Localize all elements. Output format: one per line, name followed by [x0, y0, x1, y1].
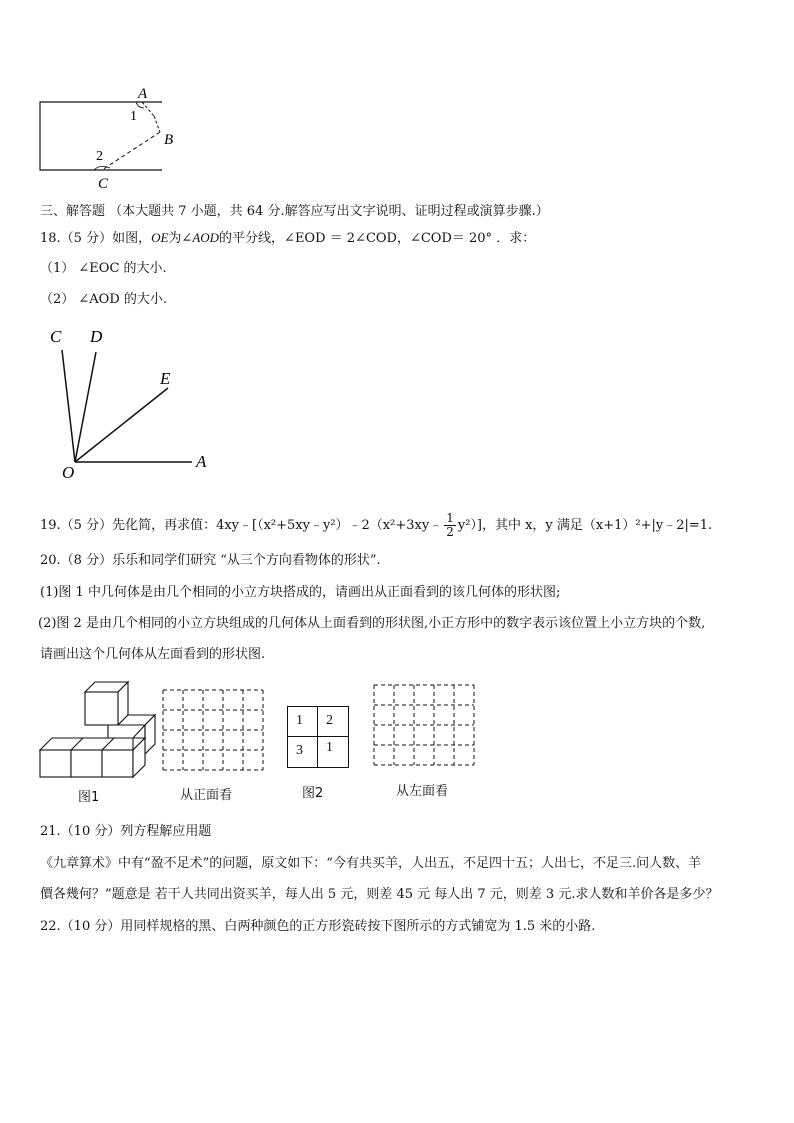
- point-a: A: [196, 452, 207, 471]
- question-22: 22.（10 分）用同样规格的黑、白两种颜色的正方形瓷砖按下图所示的方式铺宽为 1.5 米的小路.: [40, 919, 596, 934]
- figure-1-cubes: [38, 680, 160, 780]
- q18-lead: 18.（5 分）如图，: [40, 231, 152, 246]
- q20-part1: (1)图 1 中几何体是由几个相同的小立方块搭成的，请画出从正面看到的该几何体的形状图;: [40, 585, 561, 600]
- q18-part2: （2） ∠AOD 的大小.: [40, 292, 168, 307]
- point-e: E: [160, 369, 171, 388]
- front-view-caption: 从正面看: [180, 788, 233, 803]
- q18-oe: OE: [151, 230, 169, 245]
- q18-aod: AOD: [192, 230, 220, 245]
- fraction-numerator: 1: [446, 511, 454, 525]
- q20-part2b: 请画出这个几何体从左面看到的形状图.: [40, 647, 266, 662]
- front-view-grid: [162, 689, 264, 771]
- grid-cell: 3: [288, 737, 318, 767]
- q18-mid: 为∠: [168, 231, 193, 246]
- label-c: C: [98, 176, 109, 192]
- label-a: A: [138, 86, 148, 102]
- question-19: [40, 512, 712, 539]
- left-view-grid: [373, 684, 475, 766]
- angle-1-label: 1: [130, 109, 137, 124]
- question-18: [40, 229, 535, 248]
- question-20-title: 20.（8 分）乐乐和同学们研究 “从三个方向看物体的形状”.: [40, 553, 381, 568]
- q19-b: y²）]，其中 x，y 满足（x+1）²+|y﹣2|=1.: [457, 518, 713, 533]
- figure-2-caption: 图2: [302, 786, 324, 801]
- point-d: D: [90, 327, 103, 346]
- point-c: C: [50, 327, 62, 346]
- fraction-half: [444, 512, 456, 539]
- q21-line2: 價各幾何？”题意是 若干人共同出资买羊，每人出 5 元，则差 45 元 每人出 7 元，则差 3 元.求人数和羊价各是多少？: [40, 887, 719, 902]
- section-3-heading: 三、解答题 （本大题共 7 小题，共 64 分.解答应写出文字说明、证明过程或演算步骤.）: [40, 204, 549, 219]
- point-o: O: [62, 463, 75, 482]
- label-b: B: [164, 132, 174, 148]
- left-view-caption: 从左面看: [396, 784, 449, 799]
- angle-2-label: 2: [96, 149, 103, 164]
- q18-part1: （1） ∠EOC 的大小.: [40, 261, 167, 276]
- figure-2-grid: [287, 706, 349, 768]
- grid-cell: 1: [288, 707, 318, 737]
- fraction-denominator: 2: [446, 525, 454, 539]
- figure-1-caption: 图1: [78, 790, 100, 805]
- q19-a: 19.（5 分）先化简，再求值：4xy﹣[（x²+5xy﹣y²）﹣2（x²+3xy﹣: [40, 518, 443, 533]
- grid-cell: 1: [326, 740, 333, 755]
- angle-figure: [40, 322, 230, 482]
- rectangle-figure: [30, 80, 190, 192]
- grid-cell: 2: [318, 707, 348, 737]
- q20-part2a: (2)图 2 是由几个相同的小立方块组成的几何体从上面看到的形状图,小正方形中的数字表示该位置上小立方块的个数,: [38, 616, 706, 631]
- q21-line1: 《九章算术》中有“盈不足术”的问题，原文如下：“今有共买羊，人出五，不足四十五；人出七，不足三.问人数、羊: [40, 856, 702, 871]
- q18-tail: 的平分线，∠EOD ＝ 2∠COD，∠COD＝ 20° ．求：: [219, 231, 536, 246]
- question-21-title: 21.（10 分）列方程解应用题: [40, 824, 212, 839]
